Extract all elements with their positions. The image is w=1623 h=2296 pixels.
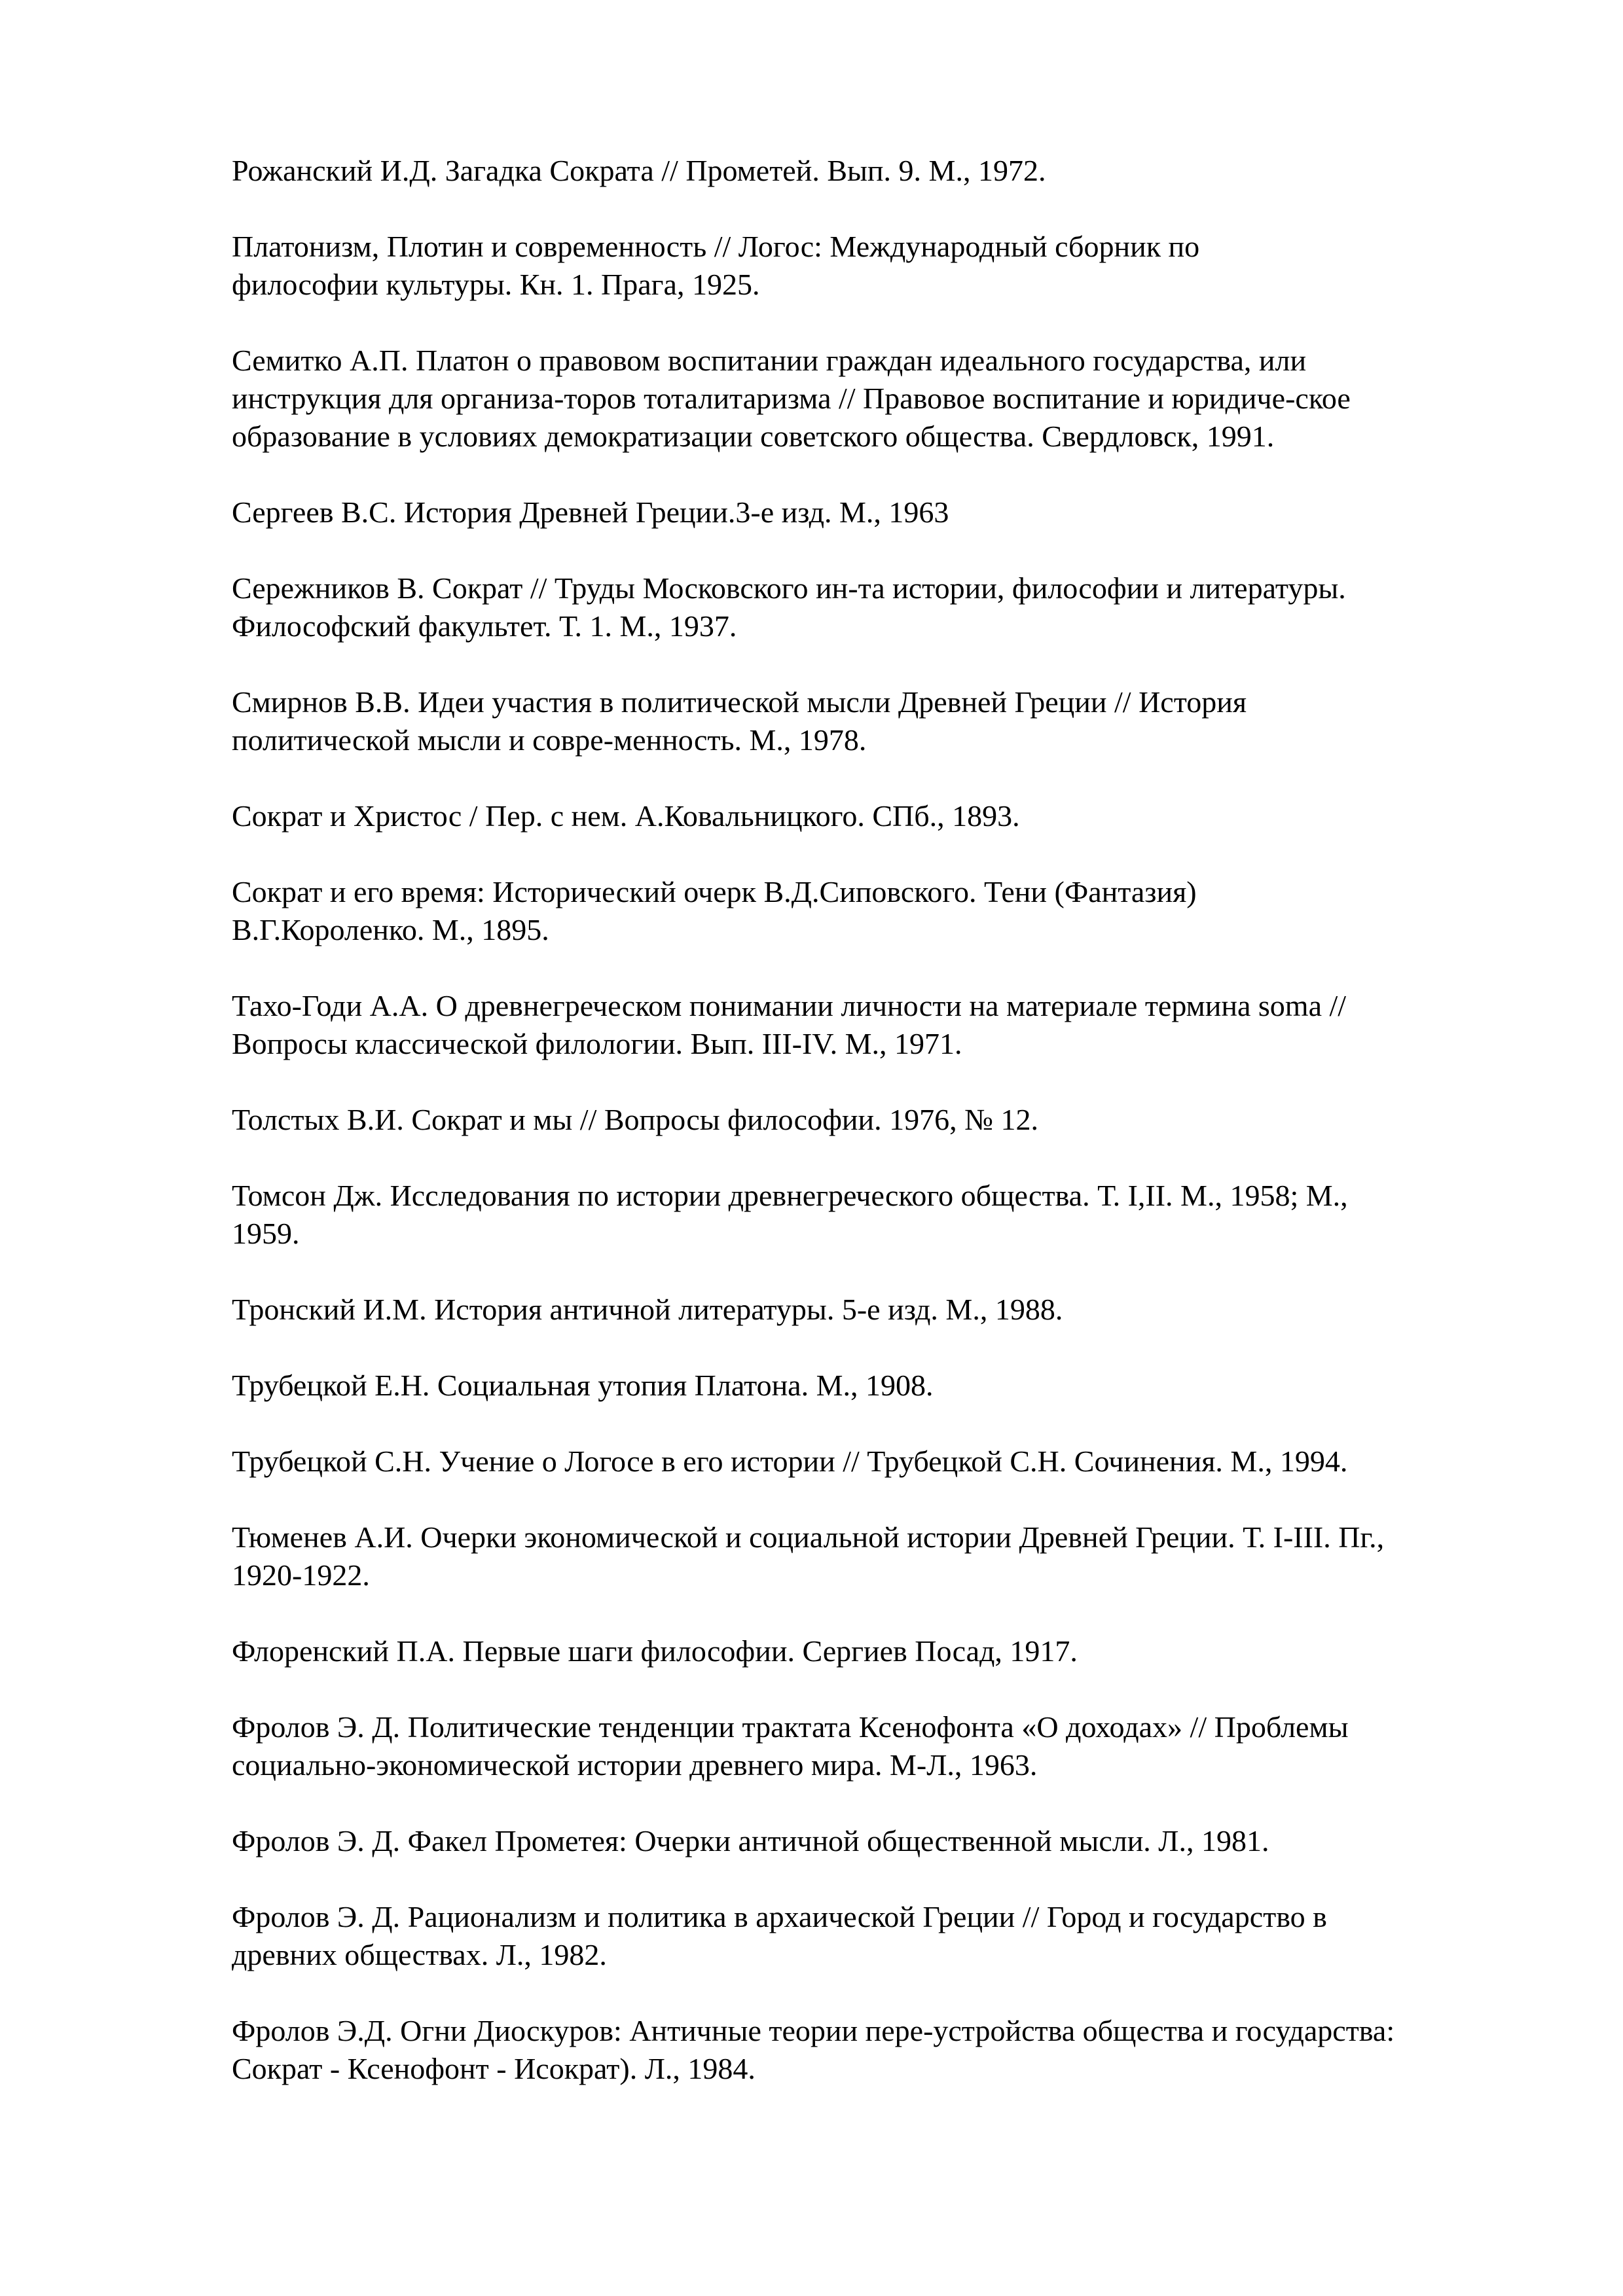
bibliography-list xyxy=(232,152,1515,2126)
bibliography-entry: Фролов Э. Д. Факел Прометея: Очерки античной общественной мысли. Л., 1981. xyxy=(232,1824,1269,1857)
bibliography-entry: Тронский И.М. История античной литературы. 5-е изд. М., 1988. xyxy=(232,1293,1063,1326)
bibliography-entry: Смирнов В.В. Идеи участия в политической мысли Древней Греции // История политической мысли и совре-менность. М., 1978. xyxy=(232,685,1247,757)
bibliography-entry: Тахо-Годи А.А. О древнегреческом понимании личности на материале термина soma // Вопросы классической филологии. Вып. III-IV. М., 1971. xyxy=(232,989,1347,1060)
bibliography-entry: Рожанский И.Д. Загадка Сократа // Прометей. Вып. 9. М., 1972. xyxy=(232,154,1046,187)
bibliography-entry: Трубецкой Е.Н. Социальная утопия Платона. М., 1908. xyxy=(232,1369,934,1402)
bibliography-entry: Тюменев А.И. Очерки экономической и социальной истории Древней Греции. Т. I-III. Пг., 1920-1922. xyxy=(232,1520,1385,1592)
bibliography-entry: Семитко А.П. Платон о правовом воспитании граждан идеального государства, или инструкция для организа-торов тоталитаризма // Правовое воспитание и юридиче-ское образование в условиях демократизации советского общества. Свердловск, 1991. xyxy=(232,344,1351,453)
bibliography-entry: Трубецкой С.Н. Учение о Логосе в его истории // Трубецкой С.Н. Сочинения. М., 1994. xyxy=(232,1444,1348,1478)
bibliography-entry: Сократ и Христос / Пер. с нем. А.Ковальницкого. СПб., 1893. xyxy=(232,799,1020,833)
bibliography-entry: Флоренский П.А. Первые шаги философии. Сергиев Посад, 1917. xyxy=(232,1634,1078,1668)
bibliography-entry: Платонизм, Плотин и современность // Логос: Международный сборник по философии культуры. Кн. 1. Прага, 1925. xyxy=(232,230,1200,301)
bibliography-entry: Фролов Э. Д. Рационализм и политика в архаической Греции // Город и государство в древних обществах. Л., 1982. xyxy=(232,1900,1327,1971)
bibliography-entry: Томсон Дж. Исследования по истории древнегреческого общества. Т. I,II. М., 1958; М., 1959. xyxy=(232,1179,1348,1250)
bibliography-entry: Толстых В.И. Сократ и мы // Вопросы философии. 1976, № 12. xyxy=(232,1103,1039,1136)
bibliography-entry: Фролов Э. Д. Политические тенденции трактата Ксенофонта «О доходах» // Проблемы социально-экономической истории древнего мира. М-Л., 1963. xyxy=(232,1710,1349,1782)
bibliography-entry: Сократ и его время: Исторический очерк В.Д.Сиповского. Тени (Фантазия) В.Г.Короленко. М., 1895. xyxy=(232,875,1197,946)
bibliography-entry: Фролов Э.Д. Огни Диоскуров: Античные теории пере-устройства общества и государства: Сократ - Ксенофонт - Исократ). Л., 1984. xyxy=(232,2014,1395,2085)
bibliography-entry: Сережников В. Сократ // Труды Московского ин-та истории, философии и литературы. Философский факультет. Т. 1. М., 1937. xyxy=(232,571,1346,643)
bibliography-entry: Сергеев В.С. История Древней Греции.3-е изд. М., 1963 xyxy=(232,495,949,529)
